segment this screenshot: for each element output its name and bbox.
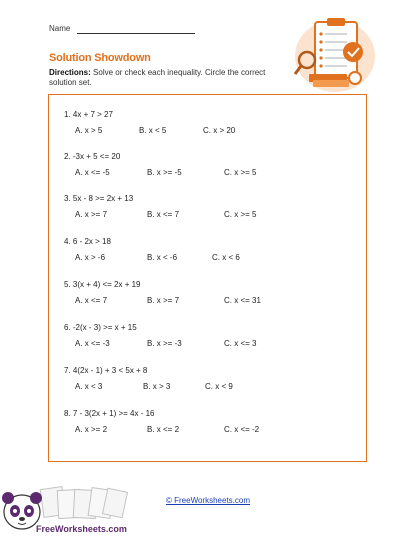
option-c[interactable]: C. x < 9 xyxy=(205,382,233,391)
problem-question: 7. 4(2x - 1) + 3 < 5x + 8 xyxy=(64,366,148,375)
name-line xyxy=(77,33,195,34)
logo-text: FreeWorksheets.com xyxy=(36,524,127,534)
option-a[interactable]: A. x < 3 xyxy=(75,382,103,391)
option-c[interactable]: C. x >= 5 xyxy=(224,210,257,219)
option-c[interactable]: C. x < 6 xyxy=(212,253,240,262)
option-b[interactable]: B. x <= 2 xyxy=(147,425,180,434)
problem-question: 6. -2(x - 3) >= x + 15 xyxy=(64,323,137,332)
option-a[interactable]: A. x <= -5 xyxy=(75,168,110,177)
option-b[interactable]: B. x < 5 xyxy=(139,126,167,135)
problem-question: 8. 7 - 3(2x + 1) >= 4x - 16 xyxy=(64,409,155,418)
option-b[interactable]: B. x <= 7 xyxy=(147,210,180,219)
problem-question: 1. 4x + 7 > 27 xyxy=(64,110,113,119)
clipboard-illustration-icon xyxy=(287,14,377,94)
freeworksheets-logo xyxy=(0,484,150,539)
option-a[interactable]: A. x >= 7 xyxy=(75,210,108,219)
option-b[interactable]: B. x < -6 xyxy=(147,253,178,262)
problem-question: 3. 5x - 8 >= 2x + 13 xyxy=(64,194,134,203)
problem-question: 2. -3x + 5 <= 20 xyxy=(64,152,121,161)
option-b[interactable]: B. x > 3 xyxy=(143,382,171,391)
option-c[interactable]: C. x <= 3 xyxy=(224,339,257,348)
option-a[interactable]: A. x <= 7 xyxy=(75,296,108,305)
problem-question: 5. 3(x + 4) <= 2x + 19 xyxy=(64,280,141,289)
option-a[interactable]: A. x > -6 xyxy=(75,253,106,262)
directions-text: Solve or check each inequality. Circle the correct solution set. xyxy=(49,68,266,87)
option-b[interactable]: B. x >= 7 xyxy=(147,296,180,305)
name-label: Name xyxy=(49,24,71,33)
option-c[interactable]: C. x <= -2 xyxy=(224,425,260,434)
option-a[interactable]: A. x > 5 xyxy=(75,126,103,135)
problems-box xyxy=(48,94,367,462)
directions xyxy=(49,68,289,88)
option-a[interactable]: A. x >= 2 xyxy=(75,425,108,434)
option-a[interactable]: A. x <= -3 xyxy=(75,339,110,348)
option-c[interactable]: C. x >= 5 xyxy=(224,168,257,177)
worksheet-title: Solution Showdown xyxy=(49,52,151,64)
option-b[interactable]: B. x >= -3 xyxy=(147,339,182,348)
option-c[interactable]: C. x > 20 xyxy=(203,126,236,135)
option-c[interactable]: C. x <= 31 xyxy=(224,296,261,305)
problem-question: 4. 6 - 2x > 18 xyxy=(64,237,111,246)
directions-label: Directions: xyxy=(49,68,91,77)
option-b[interactable]: B. x >= -5 xyxy=(147,168,182,177)
footer-link[interactable]: © FreeWorksheets.com xyxy=(166,496,250,505)
